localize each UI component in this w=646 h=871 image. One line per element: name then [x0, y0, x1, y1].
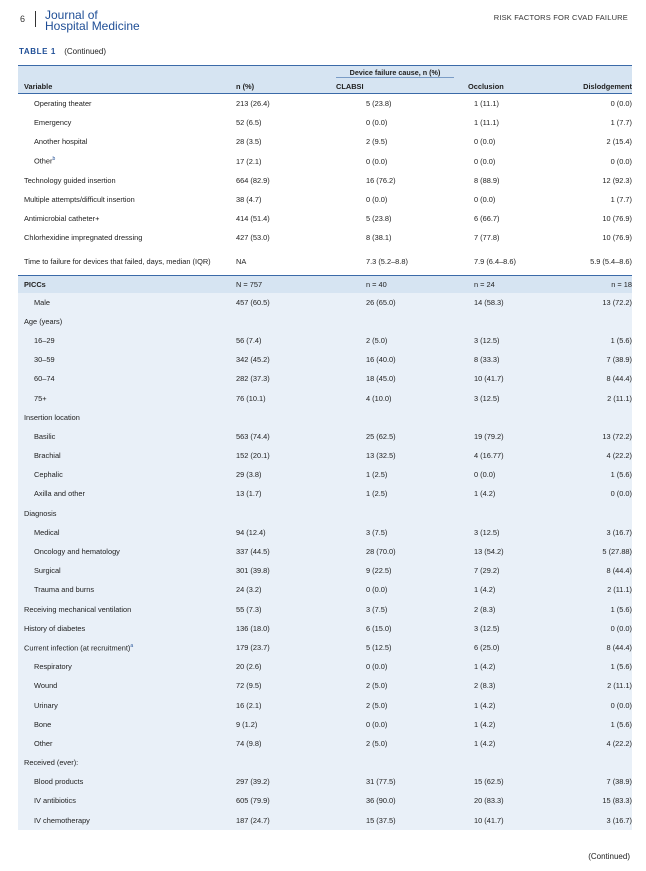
row-label-text: Received (ever): [24, 758, 79, 768]
cell-clabsi: 0 (0.0) [366, 118, 388, 128]
cell-n: 342 (45.2) [218, 350, 336, 369]
row-label [18, 350, 218, 369]
table-row [18, 209, 632, 228]
table-body [18, 94, 632, 830]
cell-clabsi: 4 (10.0) [336, 388, 448, 407]
cell-clabsi: 0 (0.0) [336, 580, 448, 599]
journal-name-line1: Journal of [45, 8, 98, 22]
row-label-text: Blood products [34, 777, 84, 787]
row-label [18, 171, 218, 190]
row-label [18, 209, 218, 228]
row-label [18, 190, 218, 209]
cell-occlusion [448, 312, 552, 331]
row-label [18, 465, 218, 484]
row-label [18, 600, 218, 619]
row-label-text: 16–29 [34, 335, 55, 345]
row-label [18, 388, 218, 407]
cell-n: 187 (24.7) [218, 811, 336, 830]
row-label-text: PICCs [24, 279, 46, 289]
cell-dislodgement: 3 (16.7) [552, 811, 632, 830]
table-row [18, 248, 632, 276]
table-row [18, 484, 632, 503]
row-label-text: Other [34, 738, 53, 748]
cell-n: 76 (10.1) [218, 388, 336, 407]
cell-clabsi: 0 (0.0) [366, 195, 388, 205]
cell-dislodgement: 2 (11.1) [552, 388, 632, 407]
row-label-text: Urinary [34, 700, 58, 710]
cell-clabsi: 1 (2.5) [336, 465, 448, 484]
cell-dislodgement [552, 312, 632, 331]
cell-n: 17 (2.1) [236, 156, 262, 166]
cell-occlusion: 20 (83.3) [448, 791, 552, 810]
row-label [18, 638, 218, 657]
cell-occlusion: 7 (29.2) [448, 561, 552, 580]
cell-dislodgement: 0 (0.0) [552, 619, 632, 638]
cell-clabsi: 2 (5.0) [336, 676, 448, 695]
cell-clabsi: 16 (76.2) [366, 175, 396, 185]
cell-n: 28 (3.5) [236, 137, 262, 147]
cell-occlusion: 10 (41.7) [448, 369, 552, 388]
cell-dislodgement: 3 (16.7) [552, 523, 632, 542]
row-label [18, 657, 218, 676]
cell-n: 337 (44.5) [218, 542, 336, 561]
row-label [18, 772, 218, 791]
table-row [18, 293, 632, 312]
row-label [18, 228, 218, 247]
row-label [18, 484, 218, 503]
cell-dislodgement: 1 (5.6) [552, 331, 632, 350]
cell-clabsi: 36 (90.0) [336, 791, 448, 810]
cell-occlusion: 6 (66.7) [474, 214, 500, 224]
row-label-text: Antimicrobial catheter+ [24, 214, 100, 224]
cell-dislodgement: 12 (92.3) [602, 175, 633, 185]
row-label-text: Insertion location [24, 412, 80, 422]
cell-occlusion: 13 (54.2) [448, 542, 552, 561]
row-label-text: Bone [34, 719, 52, 729]
row-label-text: Male [34, 297, 51, 307]
col-header-dislodgement: Dislodgement [552, 80, 632, 94]
cell-n: 20 (2.6) [218, 657, 336, 676]
row-label-text: Brachial [34, 451, 61, 461]
group-header-failure-cause: Device failure cause, n (%) [336, 68, 454, 78]
row-label [18, 715, 218, 734]
cell-n: 605 (79.9) [218, 791, 336, 810]
page-number: 6 [20, 14, 26, 24]
cell-clabsi: 31 (77.5) [336, 772, 448, 791]
col-header-clabsi: CLABSI [336, 80, 448, 94]
table-row [18, 542, 632, 561]
row-label-text: 30–59 [34, 355, 55, 365]
cell-dislodgement: 0 (0.0) [552, 695, 632, 714]
row-label-text: Multiple attempts/difficult insertion [24, 195, 135, 205]
cell-dislodgement: n = 18 [552, 275, 632, 293]
row-label [18, 132, 218, 151]
row-label [18, 446, 218, 465]
row-label [18, 791, 218, 810]
row-label-text: IV antibiotics [34, 796, 76, 806]
row-label-text: Emergency [34, 118, 72, 128]
cell-n: 56 (7.4) [218, 331, 336, 350]
cell-occlusion: 3 (12.5) [448, 331, 552, 350]
cell-dislodgement: 8 (44.4) [552, 369, 632, 388]
row-label-text: Respiratory [34, 662, 72, 672]
cell-clabsi: 3 (7.5) [336, 523, 448, 542]
row-label-text: Cephalic [34, 470, 63, 480]
cell-dislodgement: 1 (5.6) [552, 657, 632, 676]
cell-n: 72 (9.5) [218, 676, 336, 695]
table-row [18, 600, 632, 619]
table-row [18, 152, 632, 171]
cell-dislodgement: 1 (7.7) [610, 118, 633, 128]
row-label-text: Operating theater [34, 99, 92, 109]
page-header [0, 0, 646, 40]
cell-occlusion: 8 (33.3) [448, 350, 552, 369]
row-label-text: 60–74 [34, 374, 55, 384]
footnote-marker: a [130, 642, 134, 649]
cell-dislodgement [552, 504, 632, 523]
cell-clabsi: 25 (62.5) [336, 427, 448, 446]
cell-occlusion: 1 (4.2) [448, 734, 552, 753]
row-label [18, 523, 218, 542]
row-label [18, 152, 218, 171]
cell-n: 282 (37.3) [218, 369, 336, 388]
row-label [18, 312, 218, 331]
cell-n: 664 (82.9) [236, 175, 270, 185]
table-row [18, 580, 632, 599]
cell-dislodgement: 5 (27.88) [552, 542, 632, 561]
row-label-text: IV chemotherapy [34, 815, 90, 825]
table-row [18, 753, 632, 772]
cell-occlusion [448, 504, 552, 523]
journal-logo [45, 10, 140, 32]
cell-clabsi [336, 408, 448, 427]
cell-clabsi: 0 (0.0) [366, 156, 388, 166]
cell-n [218, 753, 336, 772]
cell-dislodgement: 4 (22.2) [552, 446, 632, 465]
cell-n: 13 (1.7) [218, 484, 336, 503]
cell-n: NA [236, 256, 247, 266]
cell-occlusion: 1 (11.1) [474, 118, 499, 128]
cell-dislodgement: 2 (15.4) [606, 137, 633, 147]
cell-n: 29 (3.8) [218, 465, 336, 484]
cell-dislodgement: 1 (7.7) [610, 195, 633, 205]
table-row [18, 657, 632, 676]
row-label [18, 542, 218, 561]
cell-clabsi: 26 (65.0) [336, 293, 448, 312]
cell-occlusion: 1 (4.2) [448, 715, 552, 734]
cell-occlusion: 6 (25.0) [448, 638, 552, 657]
cell-clabsi: 1 (2.5) [336, 484, 448, 503]
table-row [18, 638, 632, 657]
table-row [18, 676, 632, 695]
cell-dislodgement: 8 (44.4) [552, 638, 632, 657]
cell-dislodgement: 0 (0.0) [610, 99, 633, 109]
table-row [18, 312, 632, 331]
table-label: TABLE 1 [19, 47, 56, 56]
row-label-text: Time to failure for devices that failed, days, median (IQR) [24, 256, 211, 266]
table-row [18, 446, 632, 465]
cell-occlusion: 3 (12.5) [448, 619, 552, 638]
cell-clabsi: 2 (5.0) [336, 331, 448, 350]
row-label-text: History of diabetes [24, 623, 86, 633]
row-label [18, 619, 218, 638]
cell-occlusion: 2 (8.3) [448, 600, 552, 619]
section-header-row [18, 275, 632, 293]
cell-n: 16 (2.1) [218, 695, 336, 714]
cell-occlusion: 0 (0.0) [474, 137, 496, 147]
cell-dislodgement: 13 (72.2) [552, 427, 632, 446]
cell-clabsi [336, 753, 448, 772]
cell-dislodgement: 8 (44.4) [552, 561, 632, 580]
cell-occlusion: 1 (4.2) [448, 657, 552, 676]
cell-occlusion: 8 (88.9) [474, 175, 500, 185]
cell-n: N = 757 [218, 275, 336, 293]
table-row [18, 427, 632, 446]
cell-occlusion: 1 (4.2) [448, 484, 552, 503]
table-row [18, 715, 632, 734]
cell-clabsi: 16 (40.0) [336, 350, 448, 369]
cell-occlusion: n = 24 [448, 275, 552, 293]
cell-n: 136 (18.0) [218, 619, 336, 638]
table-row [18, 695, 632, 714]
cell-dislodgement: 1 (5.6) [552, 715, 632, 734]
cell-clabsi: 7.3 (5.2–8.8) [366, 256, 408, 266]
row-label-text: Current infection (at recruitment) [24, 643, 131, 653]
cell-n [218, 312, 336, 331]
row-label [18, 369, 218, 388]
cell-occlusion: 2 (8.3) [448, 676, 552, 695]
cell-n: 74 (9.8) [218, 734, 336, 753]
cell-occlusion: 3 (12.5) [448, 388, 552, 407]
row-label-text: Surgical [34, 566, 61, 576]
cell-dislodgement: 15 (83.3) [552, 791, 632, 810]
cell-n: 213 (26.4) [236, 99, 270, 109]
table-row [18, 791, 632, 810]
table-row [18, 734, 632, 753]
cell-occlusion: 14 (58.3) [448, 293, 552, 312]
row-label-text: Chlorhexidine impregnated dressing [24, 233, 143, 243]
cell-clabsi: 13 (32.5) [336, 446, 448, 465]
row-label [18, 113, 218, 132]
cell-dislodgement: 1 (5.6) [552, 465, 632, 484]
col-header-n: n (%) [218, 80, 336, 94]
cell-clabsi: 9 (22.5) [336, 561, 448, 580]
row-label [18, 561, 218, 580]
row-label-text: Wound [34, 681, 58, 691]
cell-dislodgement: 4 (22.2) [552, 734, 632, 753]
table-row [18, 350, 632, 369]
cell-dislodgement: 13 (72.2) [552, 293, 632, 312]
data-table [18, 65, 632, 830]
cell-clabsi: 8 (38.1) [366, 233, 392, 243]
table-row [18, 113, 632, 132]
row-label-text: Basilic [34, 431, 56, 441]
cell-dislodgement: 5.9 (5.4–8.6) [590, 256, 633, 266]
col-header-variable: Variable [18, 80, 218, 94]
cell-clabsi: 28 (70.0) [336, 542, 448, 561]
table-row [18, 504, 632, 523]
cell-n: 297 (39.2) [218, 772, 336, 791]
cell-clabsi: 2 (5.0) [336, 734, 448, 753]
cell-n: 414 (51.4) [236, 214, 270, 224]
row-label-text: Trauma and burns [34, 585, 95, 595]
cell-dislodgement: 2 (11.1) [552, 676, 632, 695]
row-label-text: Age (years) [24, 316, 63, 326]
row-label-text: Receiving mechanical ventilation [24, 604, 132, 614]
table-row [18, 619, 632, 638]
cell-clabsi [336, 312, 448, 331]
cell-n: 301 (39.8) [218, 561, 336, 580]
table-row [18, 772, 632, 791]
cell-dislodgement: 7 (38.9) [552, 772, 632, 791]
header-divider [35, 11, 36, 27]
cell-n: 52 (6.5) [236, 118, 262, 128]
cell-n [218, 408, 336, 427]
row-label [18, 811, 218, 830]
cell-occlusion: 7.9 (6.4–8.6) [474, 256, 516, 266]
cell-occlusion: 7 (77.8) [474, 233, 500, 243]
cell-n: 24 (3.2) [218, 580, 336, 599]
cell-occlusion [448, 408, 552, 427]
cell-occlusion: 3 (12.5) [448, 523, 552, 542]
cell-n: 152 (20.1) [218, 446, 336, 465]
continued-note: (Continued) [588, 852, 630, 861]
cell-occlusion: 10 (41.7) [448, 811, 552, 830]
footnote-marker: b [52, 156, 56, 163]
row-label-text: 75+ [34, 393, 47, 403]
row-label [18, 676, 218, 695]
cell-clabsi: 0 (0.0) [336, 715, 448, 734]
cell-clabsi: 5 (12.5) [336, 638, 448, 657]
cell-occlusion: 1 (4.2) [448, 695, 552, 714]
cell-n: 38 (4.7) [236, 195, 262, 205]
cell-dislodgement: 2 (11.1) [552, 580, 632, 599]
row-label [18, 248, 218, 276]
table-row [18, 94, 632, 114]
table-row [18, 190, 632, 209]
cell-occlusion: 1 (4.2) [448, 580, 552, 599]
row-label [18, 293, 218, 312]
table-row [18, 171, 632, 190]
cell-dislodgement: 10 (76.9) [602, 214, 633, 224]
cell-clabsi [336, 504, 448, 523]
table-row [18, 331, 632, 350]
cell-n: 179 (23.7) [218, 638, 336, 657]
running-title: RISK FACTORS FOR CVAD FAILURE [493, 13, 628, 22]
row-label [18, 427, 218, 446]
row-label [18, 94, 218, 114]
cell-dislodgement [552, 753, 632, 772]
cell-dislodgement: 7 (38.9) [552, 350, 632, 369]
row-label-text: Other [34, 156, 53, 166]
cell-occlusion: 19 (79.2) [448, 427, 552, 446]
cell-occlusion: 0 (0.0) [474, 195, 496, 205]
table-row [18, 561, 632, 580]
row-label-text: Medical [34, 527, 60, 537]
row-label [18, 580, 218, 599]
row-label [18, 275, 218, 293]
cell-n: 55 (7.3) [218, 600, 336, 619]
cell-n: 427 (53.0) [236, 233, 270, 243]
table-row [18, 811, 632, 830]
row-label [18, 753, 218, 772]
cell-dislodgement: 0 (0.0) [610, 156, 633, 166]
table-row [18, 388, 632, 407]
cell-dislodgement: 0 (0.0) [552, 484, 632, 503]
row-label-text: Oncology and hematology [34, 547, 120, 557]
table-row [18, 132, 632, 151]
row-label [18, 734, 218, 753]
row-label [18, 331, 218, 350]
cell-clabsi: 6 (15.0) [336, 619, 448, 638]
cell-n: 9 (1.2) [218, 715, 336, 734]
row-label-text: Axilla and other [34, 489, 85, 499]
cell-n: 457 (60.5) [218, 293, 336, 312]
row-label [18, 408, 218, 427]
cell-clabsi: 0 (0.0) [336, 657, 448, 676]
row-label-text: Technology guided insertion [24, 175, 116, 185]
cell-n [218, 504, 336, 523]
cell-clabsi: 5 (23.8) [366, 99, 392, 109]
cell-n: 563 (74.4) [218, 427, 336, 446]
cell-occlusion: 0 (0.0) [474, 156, 496, 166]
row-label-text: Another hospital [34, 137, 88, 147]
cell-clabsi: 15 (37.5) [336, 811, 448, 830]
table-row [18, 228, 632, 247]
cell-clabsi: 5 (23.8) [366, 214, 392, 224]
journal-name-line2: Hospital Medicine [45, 19, 140, 33]
cell-clabsi: n = 40 [336, 275, 448, 293]
cell-dislodgement: 1 (5.6) [552, 600, 632, 619]
cell-dislodgement [552, 408, 632, 427]
table-caption-text: (Continued) [64, 47, 106, 56]
row-label [18, 695, 218, 714]
col-header-occlusion: Occlusion [448, 80, 552, 94]
table-row [18, 408, 632, 427]
cell-occlusion: 1 (11.1) [474, 99, 499, 109]
table-row [18, 465, 632, 484]
row-label-text: Diagnosis [24, 508, 57, 518]
table-row [18, 369, 632, 388]
cell-occlusion [448, 753, 552, 772]
cell-clabsi: 2 (5.0) [336, 695, 448, 714]
row-label [18, 504, 218, 523]
table-caption [19, 47, 106, 56]
cell-dislodgement: 10 (76.9) [602, 233, 633, 243]
table-row [18, 523, 632, 542]
cell-clabsi: 2 (9.5) [366, 137, 388, 147]
cell-n: 94 (12.4) [218, 523, 336, 542]
cell-occlusion: 15 (62.5) [448, 772, 552, 791]
cell-occlusion: 0 (0.0) [448, 465, 552, 484]
data-table-container [18, 65, 632, 830]
cell-occlusion: 4 (16.77) [448, 446, 552, 465]
cell-clabsi: 18 (45.0) [336, 369, 448, 388]
cell-clabsi: 3 (7.5) [336, 600, 448, 619]
